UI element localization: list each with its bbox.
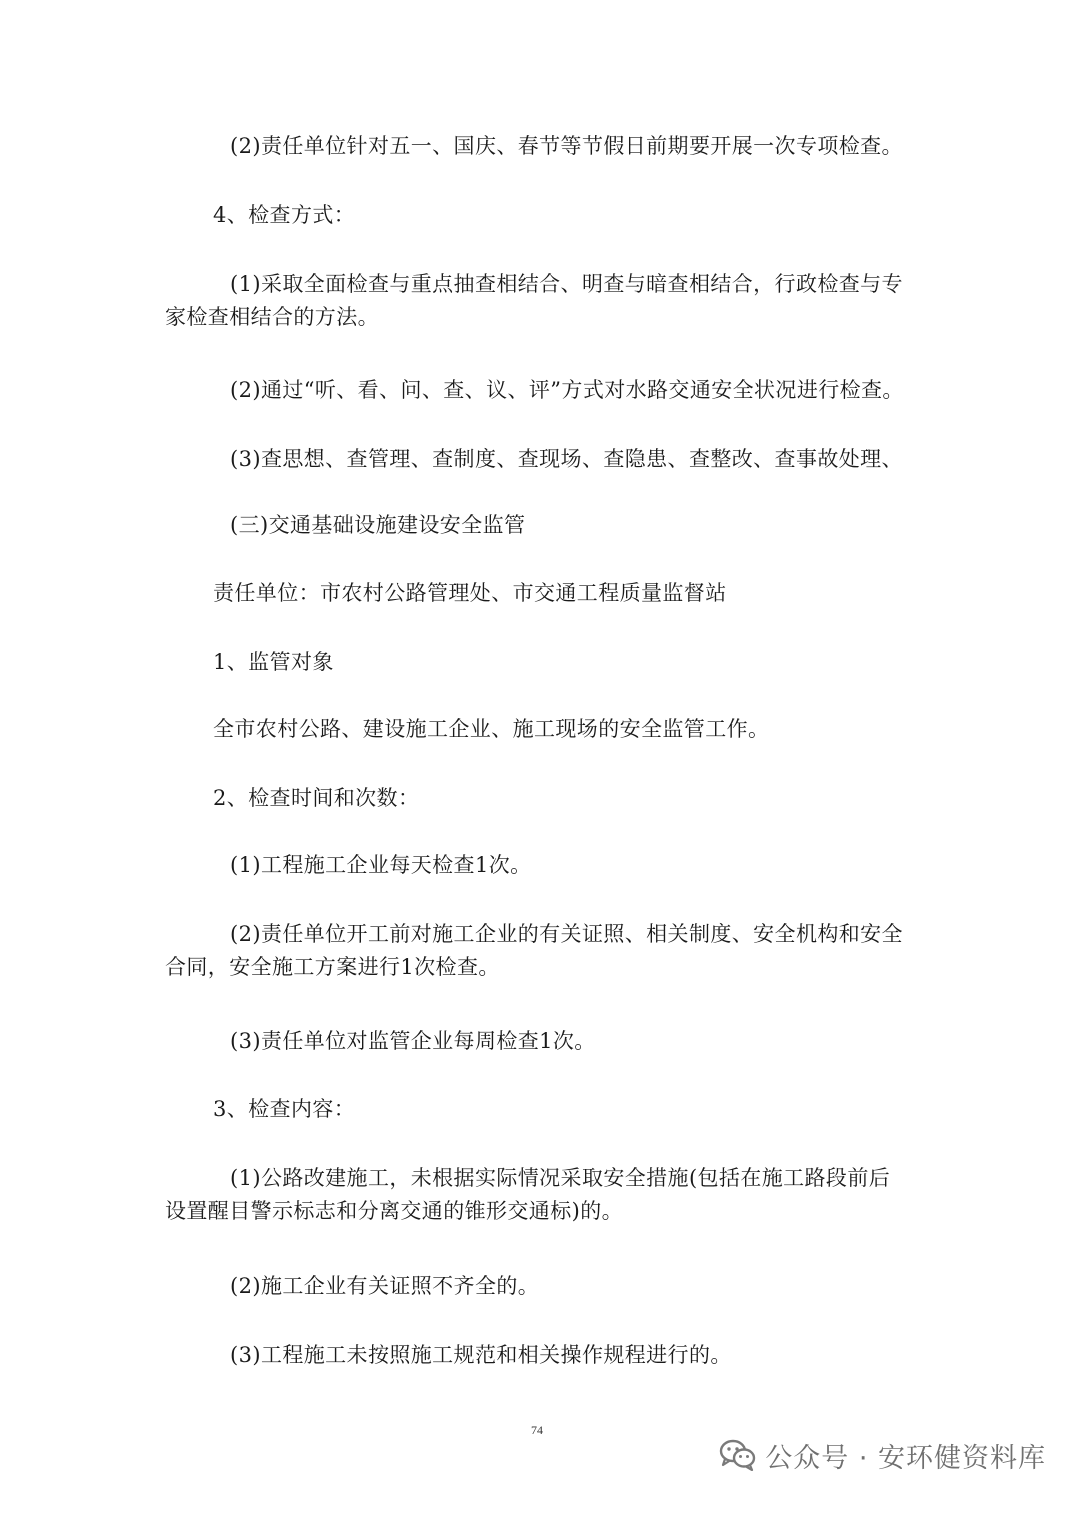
text-line: (2)通过“听、看、问、查、议、评”方式对水路交通安全状况进行检查。	[230, 378, 904, 402]
text-line: (1)工程施工企业每天检查1次。	[230, 853, 532, 877]
section-heading	[230, 509, 525, 542]
paragraph	[230, 849, 532, 882]
text-line: 2、检查时间和次数：	[213, 786, 420, 810]
text-line: (1)公路改建施工，未根据实际情况采取安全措施(包括在施工路段前后	[230, 1166, 891, 1190]
text-line: 家检查相结合的方法。	[165, 305, 379, 329]
text-line: 1、监管对象	[213, 650, 334, 674]
text-line: 3、检查内容：	[213, 1097, 356, 1121]
text-line: 责任单位：市农村公路管理处、市交通工程质量监督站	[213, 581, 727, 605]
text-line: 设置醒目警示标志和分离交通的锥形交通标)的。	[165, 1199, 623, 1223]
paragraph	[213, 713, 769, 746]
paragraph	[165, 918, 903, 984]
text-line: 4、检查方式：	[213, 203, 356, 227]
text-line: 全市农村公路、建设施工企业、施工现场的安全监管工作。	[213, 717, 770, 741]
paragraph	[230, 1270, 539, 1303]
section-heading	[213, 199, 355, 232]
paragraph	[230, 130, 903, 163]
paragraph	[165, 1162, 891, 1228]
watermark-text: 公众号 · 安环健资料库	[765, 1442, 1046, 1474]
page-number: 74	[531, 1423, 543, 1437]
text-line: (三)交通基础设施建设安全监管	[230, 513, 526, 537]
section-heading	[213, 1093, 355, 1126]
paragraph	[230, 374, 904, 407]
section-heading	[213, 646, 334, 679]
paragraph	[213, 577, 727, 610]
text-line: (3)责任单位对监管企业每周检查1次。	[230, 1029, 596, 1053]
paragraph	[230, 443, 903, 476]
text-line: (2)责任单位针对五一、国庆、春节等节假日前期要开展一次专项检查。	[230, 134, 903, 158]
text-line: 合同，安全施工方案进行1次检查。	[165, 955, 500, 979]
text-line: (2)责任单位开工前对施工企业的有关证照、相关制度、安全机构和安全	[230, 922, 903, 946]
watermark	[719, 1435, 1046, 1475]
text-line: (3)工程施工未按照施工规范和相关操作规程进行的。	[230, 1343, 732, 1367]
text-line: (2)施工企业有关证照不齐全的。	[230, 1274, 540, 1298]
section-heading	[213, 782, 419, 815]
text-line: (3)查思想、查管理、查制度、查现场、查隐患、查整改、查事故处理、	[230, 447, 903, 471]
paragraph	[230, 1339, 732, 1372]
wechat-icon	[719, 1439, 757, 1471]
text-line: (1)采取全面检查与重点抽查相结合、明查与暗查相结合，行政检查与专	[230, 272, 903, 296]
paragraph	[165, 268, 903, 334]
paragraph	[230, 1025, 596, 1058]
